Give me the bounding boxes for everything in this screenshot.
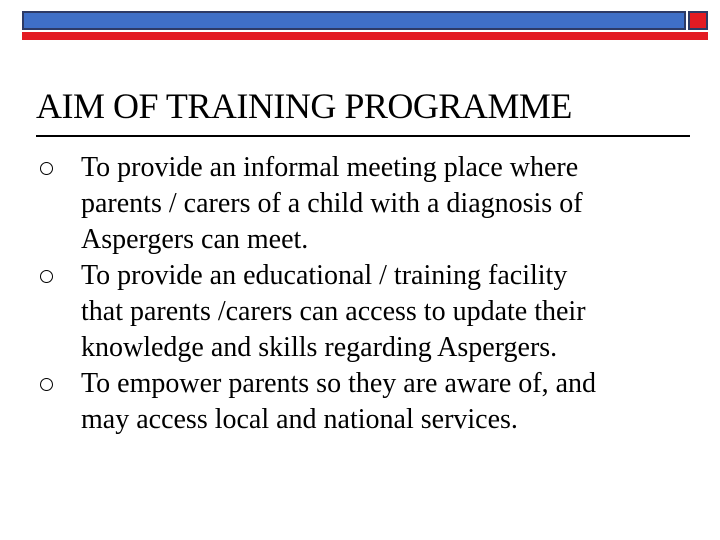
slide-title: AIM OF TRAINING PROGRAMME	[36, 86, 572, 126]
bullet-item	[36, 150, 696, 258]
title-underline	[36, 135, 690, 137]
header-band-corner	[688, 11, 708, 30]
hollow-circle-icon	[40, 378, 53, 391]
bullet-text: To empower parents so they are aware of, and may access local and national services.	[81, 368, 597, 435]
bullet-list	[36, 150, 696, 438]
hollow-circle-icon	[40, 270, 53, 283]
header-band-red	[22, 32, 708, 40]
bullet-text: To provide an educational / training facility that parents /carers can access to update their knowledge and skills regarding Aspergers.	[81, 260, 586, 363]
header-band-blue	[22, 11, 686, 30]
bullet-text: To provide an informal meeting place where parents / carers of a child with a diagnosis of Aspergers can meet.	[81, 152, 583, 255]
bullet-item	[36, 258, 696, 366]
hollow-circle-icon	[40, 162, 53, 175]
bullet-item	[36, 366, 696, 438]
